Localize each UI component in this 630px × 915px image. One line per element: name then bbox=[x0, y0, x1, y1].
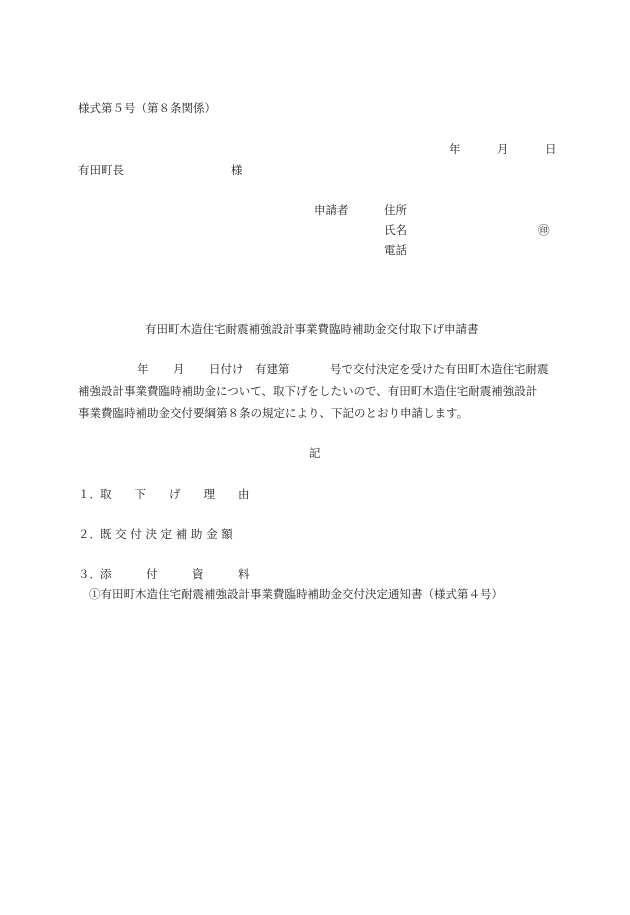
ki-heading: 記 bbox=[309, 446, 321, 460]
addressee-name: 有田町長 bbox=[78, 163, 124, 177]
date-month: 月 bbox=[497, 142, 509, 156]
applicant-role: 申請者 bbox=[314, 203, 349, 217]
item-number: ２． bbox=[78, 527, 101, 541]
applicant-name-label: 氏名 bbox=[384, 223, 407, 237]
body-line1-rest: 号で交付決定を受けた有田町木造住宅耐震 bbox=[330, 362, 549, 376]
attachment-item: ①有田町木造住宅耐震補強設計事業費臨時補助金交付決定通知書（様式第４号） bbox=[89, 587, 503, 601]
item-label-amount: 既 交 付 決 定 補 助 金 額 bbox=[100, 527, 233, 541]
body-month: 月 bbox=[173, 362, 185, 376]
document-title: 有田町木造住宅耐震補強設計事業費臨時補助金交付取下げ申請書 bbox=[145, 322, 479, 336]
body-year: 年 bbox=[137, 362, 149, 376]
date-day: 日 bbox=[545, 142, 557, 156]
item-label-attachments: 添 付 資 料 bbox=[100, 567, 250, 581]
form-label: 様式第５号（第８条関係） bbox=[78, 101, 216, 115]
item-label-reason: 取 下 げ 理 由 bbox=[100, 487, 250, 501]
item-number: １． bbox=[78, 487, 101, 501]
body-day: 日付け bbox=[209, 362, 244, 376]
applicant-address-label: 住所 bbox=[384, 203, 407, 217]
date-year: 年 bbox=[449, 142, 461, 156]
seal-mark: ㊞ bbox=[538, 223, 550, 237]
addressee-honorific: 様 bbox=[231, 163, 243, 177]
body-line3: 事業費臨時補助金交付要綱第８条の規定により、下記のとおり申請します。 bbox=[78, 406, 469, 420]
body-line2: 補強設計事業費臨時補助金について、取下げをしたいので、有田町木造住宅耐震補強設計 bbox=[78, 384, 538, 398]
applicant-phone-label: 電話 bbox=[384, 243, 407, 257]
item-number: ３． bbox=[78, 567, 101, 581]
body-number-prefix: 有建第 bbox=[255, 362, 290, 376]
